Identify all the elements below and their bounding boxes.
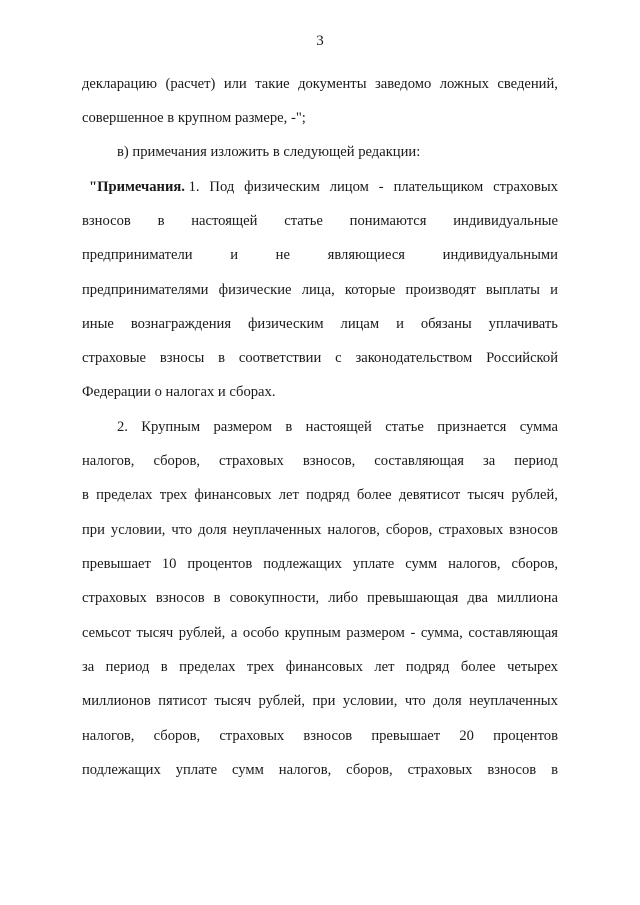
word: рублей, (511, 487, 558, 503)
word: взносов (155, 590, 205, 606)
word: сборов, (153, 453, 200, 469)
text-line-6 (82, 246, 558, 264)
word: взносов (487, 762, 537, 778)
word: тысяч (214, 693, 252, 709)
word: трех (159, 487, 188, 503)
word: уплачивать (488, 316, 558, 332)
text-line-12 (82, 452, 558, 470)
word: финансовых (194, 487, 272, 503)
word: при (312, 693, 336, 709)
word: страховых (493, 179, 558, 195)
word: доля (433, 693, 462, 709)
word: в (285, 419, 293, 435)
word: за (482, 453, 496, 469)
word: взносов (82, 213, 131, 229)
word: неуплаченных (232, 522, 322, 538)
text-line-1 (82, 75, 558, 93)
word: за (82, 659, 95, 675)
word: доля (198, 522, 227, 538)
word: лица, (301, 282, 335, 298)
word: тысяч (467, 487, 505, 503)
word: миллиона (496, 590, 558, 606)
text-line-8 (82, 315, 558, 333)
word: крупным (284, 625, 341, 641)
word: (расчет) (165, 76, 216, 92)
word: сборов, (511, 556, 558, 572)
word: вознаграждения (130, 316, 232, 332)
word: сумм (405, 556, 438, 572)
text-line-15 (82, 555, 558, 573)
word: подлежащих (82, 762, 161, 778)
word: превышает (82, 556, 151, 572)
word: что (171, 522, 193, 538)
word: Российской (486, 350, 558, 366)
word: период (514, 453, 558, 469)
text-line-2: совершенное в крупном размере, -"; (82, 110, 306, 126)
word: сумма (519, 419, 558, 435)
word: подряд (405, 659, 450, 675)
word: пределах (179, 659, 236, 675)
word: более (356, 487, 392, 503)
word: размером (346, 625, 405, 641)
word: выплаты (485, 282, 540, 298)
word: особо (242, 625, 280, 641)
word: налогов, (82, 453, 135, 469)
word: взносы (159, 350, 205, 366)
word: страховые (82, 350, 147, 366)
word: Крупным (141, 419, 201, 435)
word: рублей, (258, 693, 306, 709)
word: налогов, (82, 728, 135, 744)
text-line-21 (82, 761, 558, 779)
word: пятисот (158, 693, 207, 709)
word: соответствии (238, 350, 322, 366)
text-line-17 (82, 624, 558, 642)
word: индивидуальные (453, 213, 558, 229)
word: что (404, 693, 426, 709)
text-line-13 (82, 486, 558, 504)
word: заведомо (374, 76, 432, 92)
text-line-10: Федерации о налогах и сборах. (82, 384, 276, 400)
word: сборов, (385, 522, 433, 538)
word: и (550, 282, 558, 298)
text-line-16 (82, 589, 558, 607)
text-line-9 (82, 349, 558, 367)
word: совокупности, (229, 590, 320, 606)
word: трех (246, 659, 275, 675)
word: статье (385, 419, 424, 435)
word: 10 (161, 556, 177, 572)
word: и (230, 247, 239, 263)
word: период (105, 659, 150, 675)
word: взносов (509, 522, 558, 538)
text-line-7 (82, 281, 558, 299)
word: индивидуальными (442, 247, 558, 263)
word: тысяч (136, 625, 174, 641)
word: признается (437, 419, 507, 435)
page-number: 3 (316, 33, 324, 49)
text-line-20 (82, 727, 558, 745)
word: настоящей (305, 419, 372, 435)
word: подлежащих (263, 556, 342, 572)
word: не (275, 247, 290, 263)
word: которые (344, 282, 396, 298)
word: обязаны (420, 316, 472, 332)
word: - (410, 625, 416, 641)
word: настоящей (191, 213, 258, 229)
word: страховых (82, 590, 147, 606)
word: 2. (117, 419, 128, 435)
word: в (157, 213, 165, 229)
word: сборов, (153, 728, 201, 744)
word: такие (255, 76, 290, 92)
word: процентов (187, 556, 253, 572)
word: уплате (352, 556, 395, 572)
word: при (82, 522, 105, 538)
word: лет (374, 659, 395, 675)
word: "Примечания. 1. (89, 179, 200, 195)
word: превышающая (367, 590, 459, 606)
word: взносов (303, 728, 353, 744)
word: миллионов (82, 693, 151, 709)
word: лицам (340, 316, 380, 332)
text-line-18 (82, 658, 558, 676)
word: физические (218, 282, 292, 298)
word: декларацию (82, 76, 158, 92)
word: семьсот (82, 625, 131, 641)
text-line-14 (82, 521, 558, 539)
word: либо (328, 590, 359, 606)
word: составляющая (468, 625, 558, 641)
word: размером (213, 419, 273, 435)
word: физическим (244, 179, 320, 195)
word: условии, (110, 522, 166, 538)
word: налогов, (448, 556, 501, 572)
word: более (460, 659, 496, 675)
word: два (467, 590, 488, 606)
text-line-4 (89, 178, 558, 196)
word: - (378, 179, 384, 195)
word: а (230, 625, 238, 641)
word: страховых (219, 728, 285, 744)
word: сумм (231, 762, 264, 778)
word: страховых (218, 453, 284, 469)
word: понимаются (349, 213, 427, 229)
word: в (213, 590, 221, 606)
word: физическим (247, 316, 324, 332)
word: и (396, 316, 404, 332)
text-line-3: в) примечания изложить в следующей редакции: (117, 144, 421, 160)
word: подряд (306, 487, 350, 503)
word: в (160, 659, 168, 675)
word: процентов (493, 728, 558, 744)
word: предприниматели (82, 247, 193, 263)
word: условии, (342, 693, 398, 709)
word: страховых (407, 762, 473, 778)
word: иные (82, 316, 114, 332)
word: или (223, 76, 247, 92)
word: превышает (371, 728, 441, 744)
word: девятисот (398, 487, 461, 503)
word: законодательством (355, 350, 473, 366)
word: сумма, (420, 625, 463, 641)
word: сведений, (497, 76, 558, 92)
text-line-19 (82, 692, 558, 710)
word: 20 (459, 728, 474, 744)
word: пределах (96, 487, 153, 503)
word: четырех (507, 659, 558, 675)
word: налогов, (327, 522, 380, 538)
word: налогов, (278, 762, 332, 778)
word: являющиеся (327, 247, 406, 263)
word: Под (209, 179, 235, 195)
word: финансовых (285, 659, 363, 675)
word: составляющая (374, 453, 464, 469)
text-line-11 (117, 418, 558, 436)
word: в (551, 762, 558, 778)
word: рублей, (178, 625, 226, 641)
word: плательщиком (393, 179, 484, 195)
word: документы (298, 76, 367, 92)
word: предпринимателями (82, 282, 209, 298)
word: лицом (329, 179, 369, 195)
word: сборов, (346, 762, 393, 778)
word: в (218, 350, 226, 366)
word: ложных (439, 76, 489, 92)
word: взносов, (302, 453, 356, 469)
word: статье (284, 213, 323, 229)
word: производят (405, 282, 476, 298)
word: страховых (438, 522, 504, 538)
text-line-5 (82, 212, 558, 230)
word: с (335, 350, 342, 366)
word: неуплаченных (469, 693, 558, 709)
word: уплате (175, 762, 218, 778)
word: лет (278, 487, 299, 503)
word: в (82, 487, 89, 503)
